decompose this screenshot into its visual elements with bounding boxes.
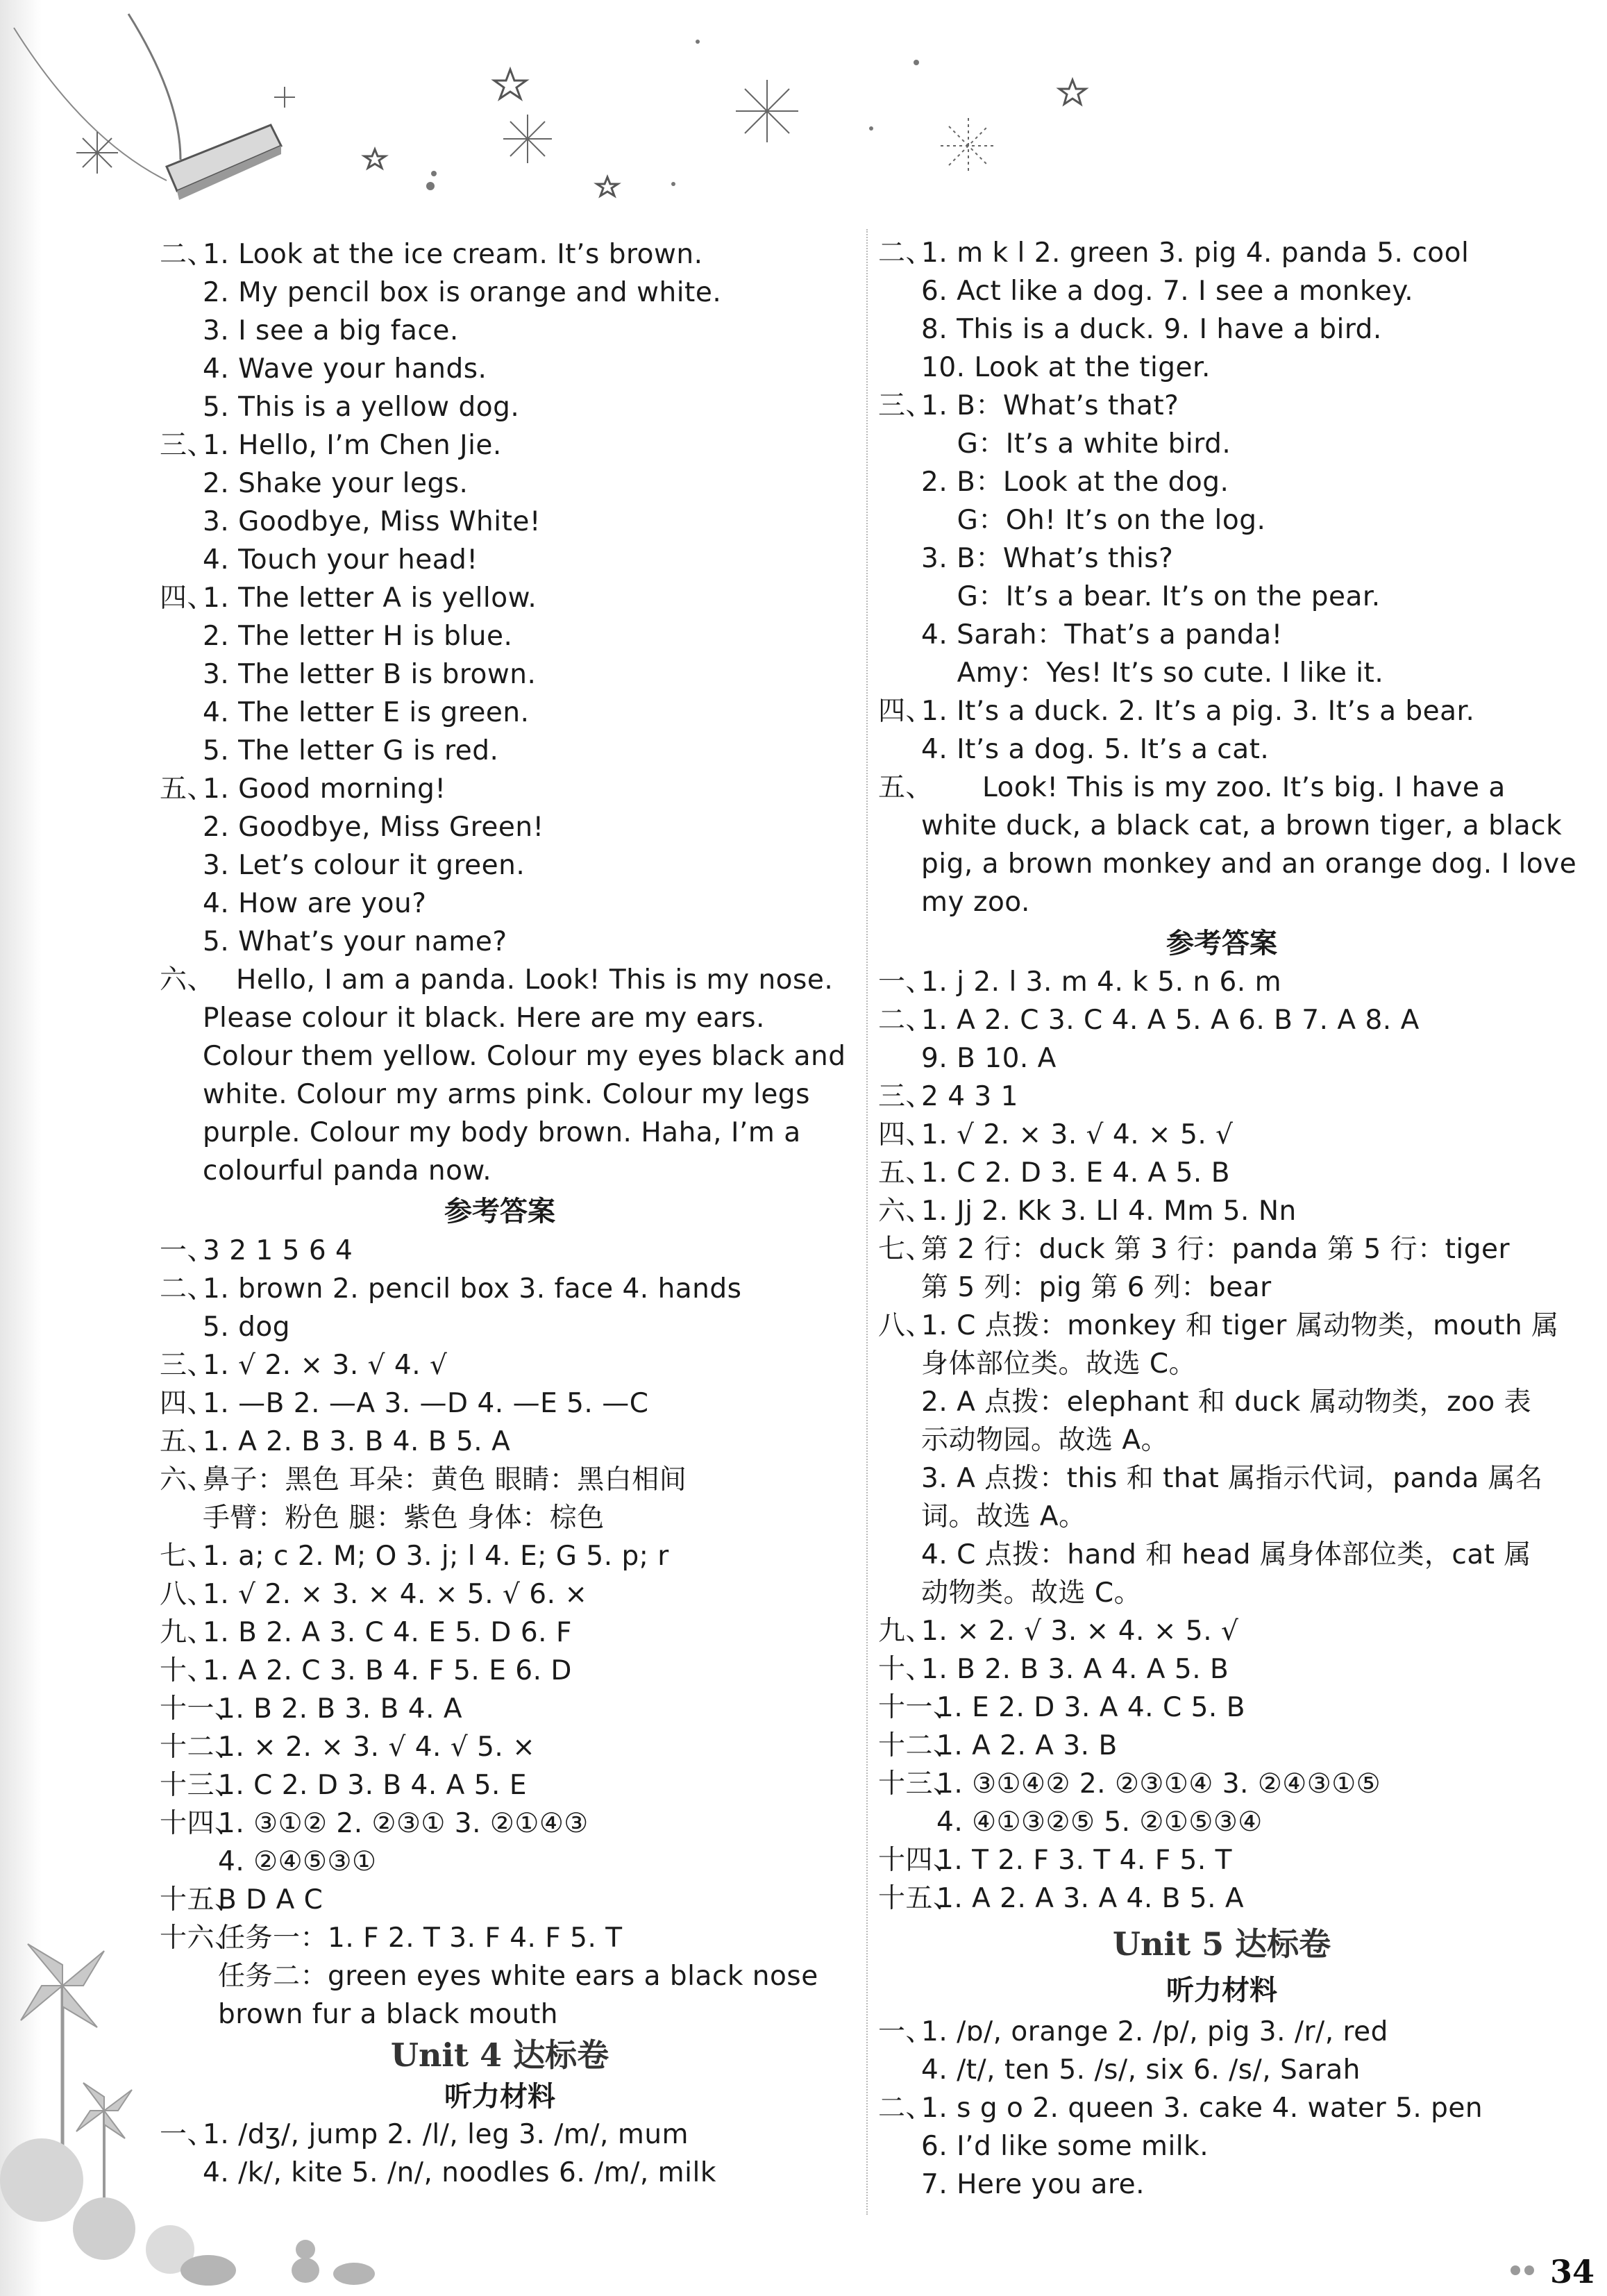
tree-icon	[0, 2138, 194, 2274]
list-item: 四、1. The letter A is yellow.	[160, 583, 537, 614]
answer-item: 五、1. C 2. D 3. E 4. A 5. B	[878, 1157, 1230, 1189]
unit-title: Unit 5 达标卷	[1112, 1925, 1331, 1963]
list-item: 5. What’s your name?	[203, 926, 507, 957]
answer-item: 三、1. √ 2. × 3. √ 4. √	[160, 1350, 448, 1381]
passage-line: Please colour it black. Here are my ears.	[203, 1003, 765, 1034]
list-item: 3. Let’s colour it green.	[203, 850, 525, 881]
answer-item: 第 5 列：pig 第 6 列：bear	[921, 1272, 1272, 1303]
list-item: G：It’s a white bird.	[921, 428, 1231, 460]
answer-item: 一、3 2 1 5 6 4	[160, 1235, 353, 1266]
list-item: 2. B：Look at the dog.	[921, 467, 1229, 498]
list-item: 一、1. /dʒ/, jump 2. /l/, leg 3. /m/, mum	[160, 2119, 689, 2150]
answer-item: 3. A 点拨：this 和 that 属指示代词，panda 属名	[921, 1463, 1543, 1494]
list-item: 4. /k/, kite 5. /n/, noodles 6. /m/, milk	[203, 2157, 716, 2188]
list-item: G：Oh! It’s on the log.	[921, 505, 1266, 536]
answer-item: 五、1. A 2. B 3. B 4. B 5. A	[160, 1426, 511, 1457]
list-item: 三、1. Hello, I’m Chen Jie.	[160, 430, 502, 461]
answer-item: 六、鼻子：黑色 耳朵：黄色 眼睛：黑白相间	[160, 1464, 687, 1495]
answer-item: 十二、1. A 2. A 3. B	[878, 1730, 1118, 1761]
column-divider	[866, 229, 868, 2215]
answer-item: 七、第 2 行：duck 第 3 行：panda 第 5 行：tiger	[878, 1234, 1511, 1265]
answer-item: 2. A 点拨：elephant 和 duck 属动物类，zoo 表	[921, 1386, 1532, 1418]
answer-item: 八、1. √ 2. × 3. × 4. × 5. √ 6. ×	[160, 1579, 588, 1610]
passage-line: Hello, I am a panda. Look! This is my nose.	[236, 964, 834, 996]
list-item: 二、1. m k l 2. green 3. pig 4. panda 5. cool	[878, 237, 1470, 269]
answer-item: 十三、1. ③①④② 2. ②③①④ 3. ②④③①⑤	[878, 1768, 1381, 1800]
passage-line: Look! This is my zoo. It’s big. I have a	[982, 772, 1506, 803]
answer-item: 十五、B D A C	[160, 1884, 323, 1916]
list-item: 4. Wave your hands.	[203, 353, 487, 385]
list-item: 4. How are you?	[203, 888, 427, 919]
answer-item: 七、1. a; c 2. M; O 3. j; l 4. E; G 5. p; r	[160, 1541, 669, 1572]
answer-item: 四、1. √ 2. × 3. √ 4. × 5. √	[878, 1119, 1234, 1150]
answer-item: 5. dog	[203, 1312, 290, 1343]
list-item: 2. Goodbye, Miss Green!	[203, 812, 544, 843]
list-item: Amy：Yes! It’s so cute. I like it.	[921, 657, 1384, 689]
list-item: 5. The letter G is red.	[203, 735, 499, 766]
answer-item: 词。故选 A。	[921, 1501, 1086, 1532]
answer-item: 十三、1. C 2. D 3. B 4. A 5. E	[160, 1770, 527, 1801]
list-item: 8. This is a duck. 9. I have a bird.	[921, 314, 1382, 345]
dots-icon	[426, 40, 919, 190]
answer-item: 动物类。故选 C。	[921, 1577, 1142, 1609]
list-item: 6. Act like a dog. 7. I see a monkey.	[921, 276, 1414, 307]
swing-seat-icon	[167, 125, 281, 200]
answer-item: 任务二：green eyes white ears a black nose	[218, 1961, 818, 1992]
answer-item: 八、1. C 点拨：monkey 和 tiger 属动物类，mouth 属	[878, 1310, 1559, 1341]
answer-item: 4. ④①③②⑤ 5. ②①⑤③④	[936, 1807, 1263, 1838]
header-decoration	[0, 0, 1607, 222]
page-dots	[1506, 2265, 1534, 2278]
list-item: 二、1. Look at the ice cream. It’s brown.	[160, 239, 703, 270]
answer-item: 4. ②④⑤③①	[218, 1846, 377, 1877]
answer-item: 十五、1. A 2. A 3. A 4. B 5. A	[878, 1883, 1245, 1914]
answer-item: 九、1. B 2. A 3. C 4. E 5. D 6. F	[160, 1617, 572, 1648]
listening-heading: 听力材料	[1166, 1974, 1277, 2006]
star-icon	[364, 69, 1086, 196]
answer-item: 身体部位类。故选 C。	[921, 1348, 1197, 1380]
list-item: 4. The letter E is green.	[203, 697, 530, 728]
answer-item: 六、1. Jj 2. Kk 3. Ll 4. Mm 5. Nn	[878, 1196, 1297, 1227]
list-item: 3. I see a big face.	[203, 315, 459, 346]
list-item: 2. My pencil box is orange and white.	[203, 277, 722, 308]
list-item: 10. Look at the tiger.	[921, 352, 1211, 383]
unit-title: Unit 4 达标卷	[390, 2036, 609, 2074]
answer-item: 4. C 点拨：hand 和 head 属身体部位类，cat 属	[921, 1539, 1531, 1570]
list-item: 3. The letter B is brown.	[203, 659, 537, 690]
animals-icon	[180, 2240, 375, 2286]
passage-line: colourful panda now.	[203, 1155, 492, 1187]
list-item: 3. B：What’s this?	[921, 543, 1174, 574]
answer-item: 四、1. —B 2. —A 3. —D 4. —E 5. —C	[160, 1388, 649, 1419]
answer-item: 十二、1. × 2. × 3. √ 4. √ 5. ×	[160, 1732, 536, 1763]
answer-item: 十六、任务一：1. F 2. T 3. F 4. F 5. T	[160, 1922, 623, 1954]
answer-item: 十一、1. B 2. B 3. B 4. A	[160, 1693, 463, 1725]
answer-item: 十一、1. E 2. D 3. A 4. C 5. B	[878, 1692, 1245, 1723]
answers-heading: 参考答案	[444, 1195, 555, 1227]
answer-item: 一、1. j 2. l 3. m 4. k 5. n 6. m	[878, 966, 1282, 998]
list-item: 3. Goodbye, Miss White!	[203, 506, 541, 537]
answers-heading: 参考答案	[1166, 927, 1277, 960]
answer-item: 十四、1. ③①② 2. ②③① 3. ②①④③	[160, 1808, 589, 1839]
passage-line: white duck, a black cat, a brown tiger, a black	[921, 810, 1563, 841]
list-item: 7. Here you are.	[921, 2169, 1145, 2200]
list-item: 4. /t/, ten 5. /s/, six 6. /s/, Sarah	[921, 2054, 1361, 2086]
list-item: 4. Sarah：That’s a panda!	[921, 619, 1283, 651]
list-item: 2. Shake your legs.	[203, 468, 469, 499]
passage-marker: 六、	[160, 964, 215, 996]
answer-item: 二、1. A 2. C 3. C 4. A 5. A 6. B 7. A 8. A	[878, 1005, 1420, 1036]
list-item: 5. This is a yellow dog.	[203, 392, 520, 423]
answer-item: 三、2 4 3 1	[878, 1081, 1018, 1112]
list-item: 4. It’s a dog. 5. It’s a cat.	[921, 734, 1270, 765]
list-item: 一、1. /ɒ/, orange 2. /p/, pig 3. /r/, red	[878, 2016, 1388, 2047]
list-item: 二、1. s g o 2. queen 3. cake 4. water 5. pen	[878, 2093, 1483, 2124]
list-item: 6. I’d like some milk.	[921, 2131, 1209, 2162]
answer-item: 手臂：粉色 腿：紫色 身体：棕色	[203, 1502, 605, 1534]
answer-item: 9. B 10. A	[921, 1043, 1057, 1074]
passage-line: pig, a brown monkey and an orange dog. I love	[921, 848, 1577, 880]
list-item: 三、1. B：What’s that?	[878, 390, 1179, 421]
list-item: G：It’s a bear. It’s on the pear.	[921, 581, 1381, 612]
passage-line: purple. Colour my body brown. Haha, I’m a	[203, 1117, 801, 1148]
answer-item: 十四、1. T 2. F 3. T 4. F 5. T	[878, 1845, 1232, 1876]
answer-item: 示动物园。故选 A。	[921, 1425, 1169, 1456]
passage-line: Colour them yellow. Colour my eyes black and	[203, 1041, 846, 1072]
list-item: 4. Touch your head!	[203, 544, 478, 576]
answer-item: brown fur a black mouth	[218, 1999, 558, 2030]
passage-line: my zoo.	[921, 887, 1030, 918]
answer-item: 十、1. B 2. B 3. A 4. A 5. B	[878, 1654, 1229, 1685]
answer-item: 九、1. × 2. √ 3. × 4. × 5. √	[878, 1616, 1239, 1647]
passage-line: white. Colour my arms pink. Colour my legs	[203, 1079, 810, 1110]
answer-item: 十、1. A 2. C 3. B 4. F 5. E 6. D	[160, 1655, 572, 1686]
page-number: 34	[1549, 2253, 1595, 2290]
list-item: 五、1. Good morning!	[160, 773, 446, 805]
listening-heading: 听力材料	[444, 2080, 555, 2113]
passage-marker: 五、	[878, 772, 934, 803]
footer-decoration	[0, 1902, 486, 2296]
answer-item: 二、1. brown 2. pencil box 3. face 4. hands	[160, 1273, 742, 1305]
list-item: 四、1. It’s a duck. 2. It’s a pig. 3. It’s a bear.	[878, 696, 1475, 727]
list-item: 2. The letter H is blue.	[203, 621, 513, 652]
